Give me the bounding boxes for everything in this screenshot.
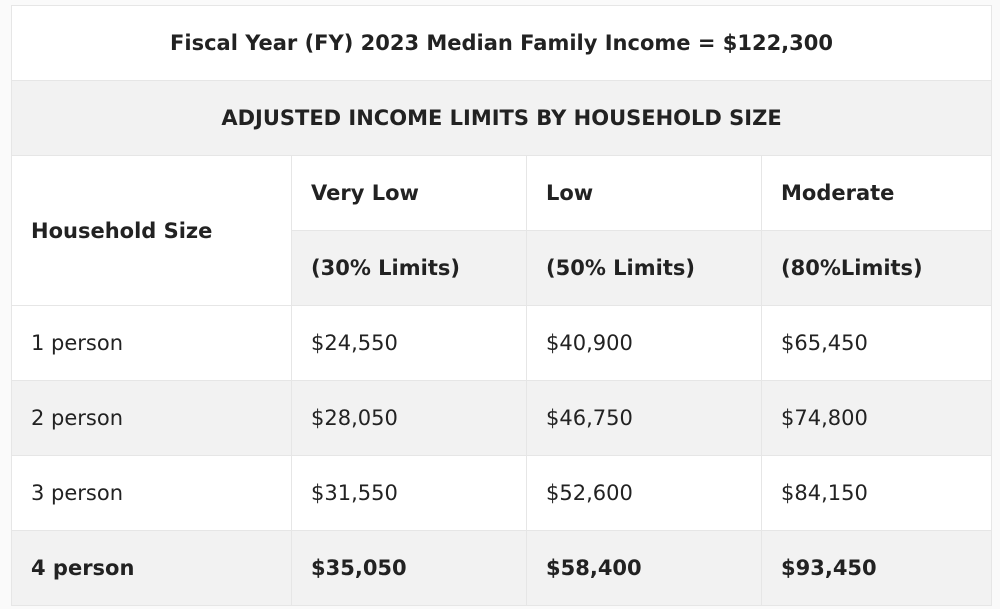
low-header: Low bbox=[527, 156, 762, 231]
table-row bbox=[12, 531, 992, 606]
household-size-cell: 4 person bbox=[12, 531, 292, 606]
moderate-cell: $84,150 bbox=[762, 456, 992, 531]
low-cell: $40,900 bbox=[527, 306, 762, 381]
table-title: Fiscal Year (FY) 2023 Median Family Income = $122,300 bbox=[12, 6, 992, 81]
very-low-header: Very Low bbox=[292, 156, 527, 231]
moderate-header: Moderate bbox=[762, 156, 992, 231]
table-subtitle: ADJUSTED INCOME LIMITS BY HOUSEHOLD SIZE bbox=[12, 81, 992, 156]
table-row bbox=[12, 456, 992, 531]
header-row bbox=[12, 156, 992, 231]
table-row bbox=[12, 306, 992, 381]
low-subheader: (50% Limits) bbox=[527, 231, 762, 306]
moderate-cell: $74,800 bbox=[762, 381, 992, 456]
household-size-cell: 3 person bbox=[12, 456, 292, 531]
very-low-cell: $24,550 bbox=[292, 306, 527, 381]
title-row bbox=[12, 6, 992, 81]
very-low-subheader: (30% Limits) bbox=[292, 231, 527, 306]
low-cell: $46,750 bbox=[527, 381, 762, 456]
household-size-cell: 2 person bbox=[12, 381, 292, 456]
very-low-cell: $35,050 bbox=[292, 531, 527, 606]
table-row bbox=[12, 381, 992, 456]
very-low-cell: $31,550 bbox=[292, 456, 527, 531]
low-cell: $52,600 bbox=[527, 456, 762, 531]
income-limits-table bbox=[11, 5, 992, 606]
moderate-cell: $65,450 bbox=[762, 306, 992, 381]
subtitle-row bbox=[12, 81, 992, 156]
household-size-cell: 1 person bbox=[12, 306, 292, 381]
moderate-subheader: (80%Limits) bbox=[762, 231, 992, 306]
low-cell: $58,400 bbox=[527, 531, 762, 606]
very-low-cell: $28,050 bbox=[292, 381, 527, 456]
household-size-header: Household Size bbox=[12, 156, 292, 306]
moderate-cell: $93,450 bbox=[762, 531, 992, 606]
